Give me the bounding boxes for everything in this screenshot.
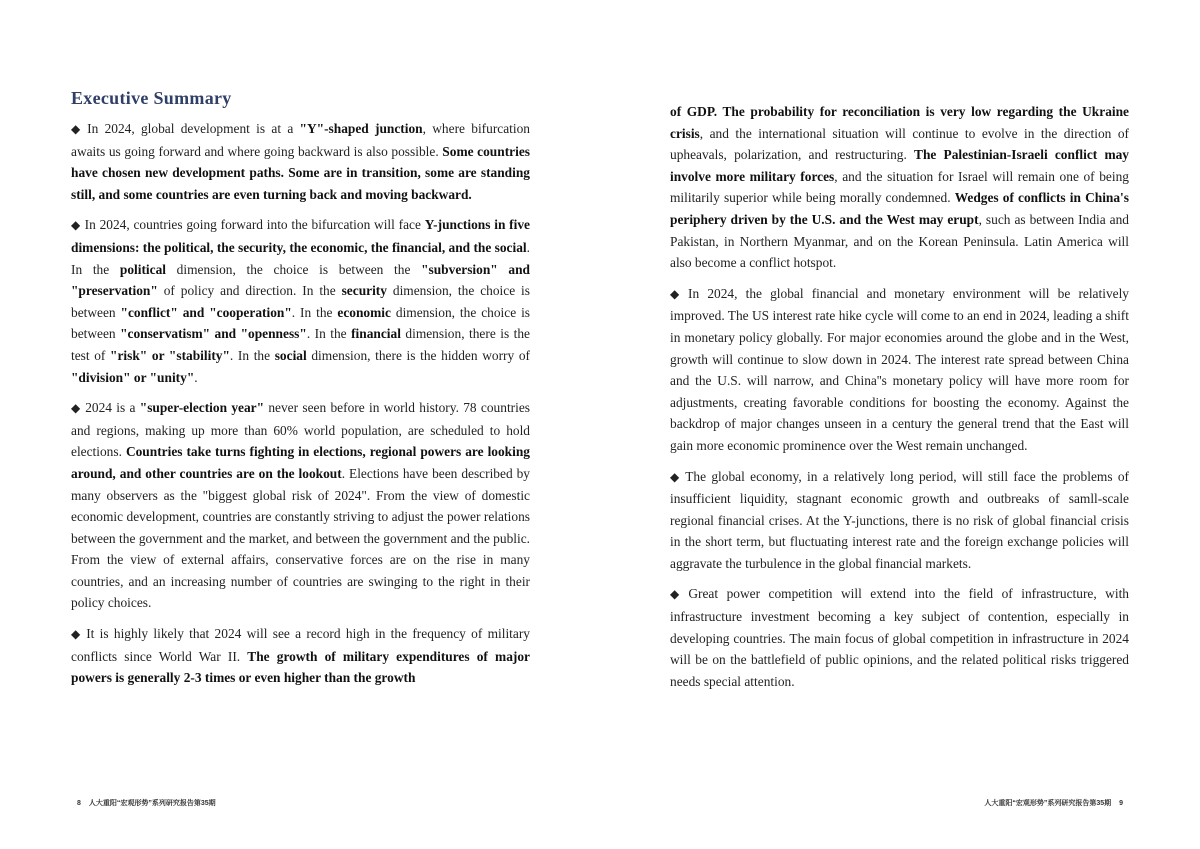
- section-heading: Executive Summary: [71, 88, 232, 108]
- bold-text: security: [341, 283, 387, 299]
- bold-text: "Y"-shaped junction: [299, 121, 423, 136]
- footer-left: [71, 798, 216, 808]
- bold-text: financial: [351, 326, 401, 342]
- bullet-diamond-icon: ◆: [71, 122, 84, 136]
- bullet-diamond-icon: ◆: [71, 627, 83, 642]
- bullet-diamond-icon: ◆: [670, 286, 685, 301]
- paragraph: [71, 397, 530, 614]
- text-run: In 2024, countries going forward into the bifurcation will face: [84, 217, 425, 233]
- text-run: , such as between India and Pakistan, in Northern Myanmar, and on the Korean Peninsula. Latin America will also become a conflict hotspot.: [670, 211, 1129, 271]
- bold-text: Y-junctions in five dimensions: the political, the security, the economic, the financial, and the social: [71, 217, 530, 255]
- text-run: In 2024, the global financial and monetary environment will be relatively improved. The US interest rate hike cycle will come to an end in 2024, leading a shift in monetary policy globally. For major economies around the globe and in the West, growth will continue to slow down in 2024. The interest rate spread between China and the U.S. will narrow, and China''s monetary policy will have more room for adjustments, creating favorable conditions for boosting the economy. Against the backdrop of major changes unseen in a century the general trend that the East will gain more economic prominence over the West remain unchanged.: [670, 285, 1129, 453]
- bold-text: "subversion" and "preservation": [71, 261, 530, 299]
- text-run: . Elections have been described by many observers as the "biggest global risk of 2024". From the view of domestic economic development, countries are constantly striving to adjust the power relations between the government and the market, and between the government and the public. From the view of external affairs, conservative forces are on the rise in many countries, and an increasing number of countries are swinging to the right in their policy choices.: [71, 465, 530, 611]
- bullet-diamond-icon: ◆: [71, 218, 81, 233]
- text-run: dimension, there is the hidden worry of: [306, 347, 530, 363]
- text-run: The global economy, in a relatively long period, will still face the problems of insufficient liquidity, stagnant economic growth and outbreaks of samll-scale regional financial crises. At the Y-junctions, there is no risk of global financial crisis in the short term, but fluctuating interest rate and the foreign exchange policies will aggravate the turbulence in the global financial markets.: [670, 468, 1129, 571]
- left-column-body: [71, 118, 530, 689]
- bold-text: "conflict" and "cooperation": [120, 304, 292, 320]
- left-column: [71, 0, 530, 698]
- paragraph: [71, 118, 530, 205]
- text-run: , where bifurcation awaits us going forward and where going backward is also possible.: [71, 121, 530, 159]
- bullet-diamond-icon: ◆: [71, 401, 82, 416]
- text-run: , and the situation for Israel will remain one of being militarily superior while being morally condemned.: [670, 168, 1129, 206]
- text-run: never seen before in world history. 78 countries and regions, making up more than 60% world population, are scheduled to hold elections.: [71, 400, 531, 460]
- right-column: [670, 0, 1129, 701]
- paragraph: [670, 583, 1129, 692]
- bold-text: economic: [337, 304, 391, 320]
- text-run: . In the: [229, 347, 275, 363]
- bold-text: "division" or "unity": [71, 369, 195, 385]
- page-number: 9: [1119, 800, 1123, 807]
- text-run: In 2024, global development is at a: [87, 121, 300, 136]
- paragraph: [670, 283, 1129, 457]
- paragraph: [71, 214, 530, 388]
- text-run: , and the international situation will continue to evolve in the direction of upheavals, polarization, and restructuring.: [670, 125, 1129, 163]
- text-run: .: [194, 369, 198, 385]
- footer-title: 人大重阳“宏观形势”系列研究报告第35期: [984, 800, 1112, 807]
- bold-text: "super-election year": [139, 400, 265, 416]
- text-run: . In the: [306, 326, 352, 342]
- bold-text: political: [119, 261, 166, 277]
- text-run: 2024 is a: [85, 400, 140, 416]
- bold-text: "risk" or "stability": [110, 347, 230, 363]
- bold-text: The Palestinian-Israeli conflict may involve more military forces: [670, 147, 1129, 184]
- paragraph: [670, 466, 1129, 575]
- text-run: . In the: [71, 239, 530, 277]
- bold-text: Some countries have chosen new development paths. Some are in transition, some are standing still, and some countries are even turning back and moving backward.: [71, 143, 530, 202]
- bold-text: of GDP. The probability for reconciliation is very low regarding the Ukraine crisis: [670, 104, 1129, 141]
- bold-text: The growth of military expenditures of major powers is generally 2-3 times or even higher than the growth: [71, 648, 530, 686]
- bold-text: Wedges of conflicts in China's periphery driven by the U.S. and the West may erupt: [670, 190, 1129, 227]
- bold-text: "conservatism" and "openness": [120, 326, 307, 342]
- bullet-diamond-icon: ◆: [670, 587, 685, 602]
- text-run: It is highly likely that 2024 will see a record high in the frequency of military conflicts since World War II.: [71, 626, 530, 664]
- text-run: dimension, there is the test of: [71, 326, 530, 363]
- footer-right: [984, 798, 1129, 808]
- footer-title: 人大重阳“宏观形势”系列研究报告第35期: [88, 800, 216, 807]
- right-column-body: [670, 101, 1129, 692]
- text-run: . In the: [291, 304, 338, 320]
- paragraph: [71, 623, 530, 689]
- page-number: 8: [77, 800, 81, 807]
- text-run: of policy and direction. In the: [157, 283, 342, 299]
- bold-text: Countries take turns fighting in elections, regional powers are looking around, and other countries are on the lookout: [71, 444, 530, 481]
- text-run: dimension, the choice is between: [71, 304, 530, 342]
- paragraph: [670, 101, 1129, 274]
- bullet-diamond-icon: ◆: [670, 469, 682, 484]
- text-run: Great power competition will extend into the field of infrastructure, with infrastructure investment becoming a key subject of contention, especially in developing countries. The main focus of global competition in infrastructure in 2024 will be on the battlefield of public opinions, and the related political risks triggered needs special attention.: [670, 586, 1129, 689]
- text-run: dimension, the choice is between the: [166, 261, 422, 277]
- text-run: dimension, the choice is between: [71, 283, 530, 320]
- bold-text: social: [274, 347, 307, 363]
